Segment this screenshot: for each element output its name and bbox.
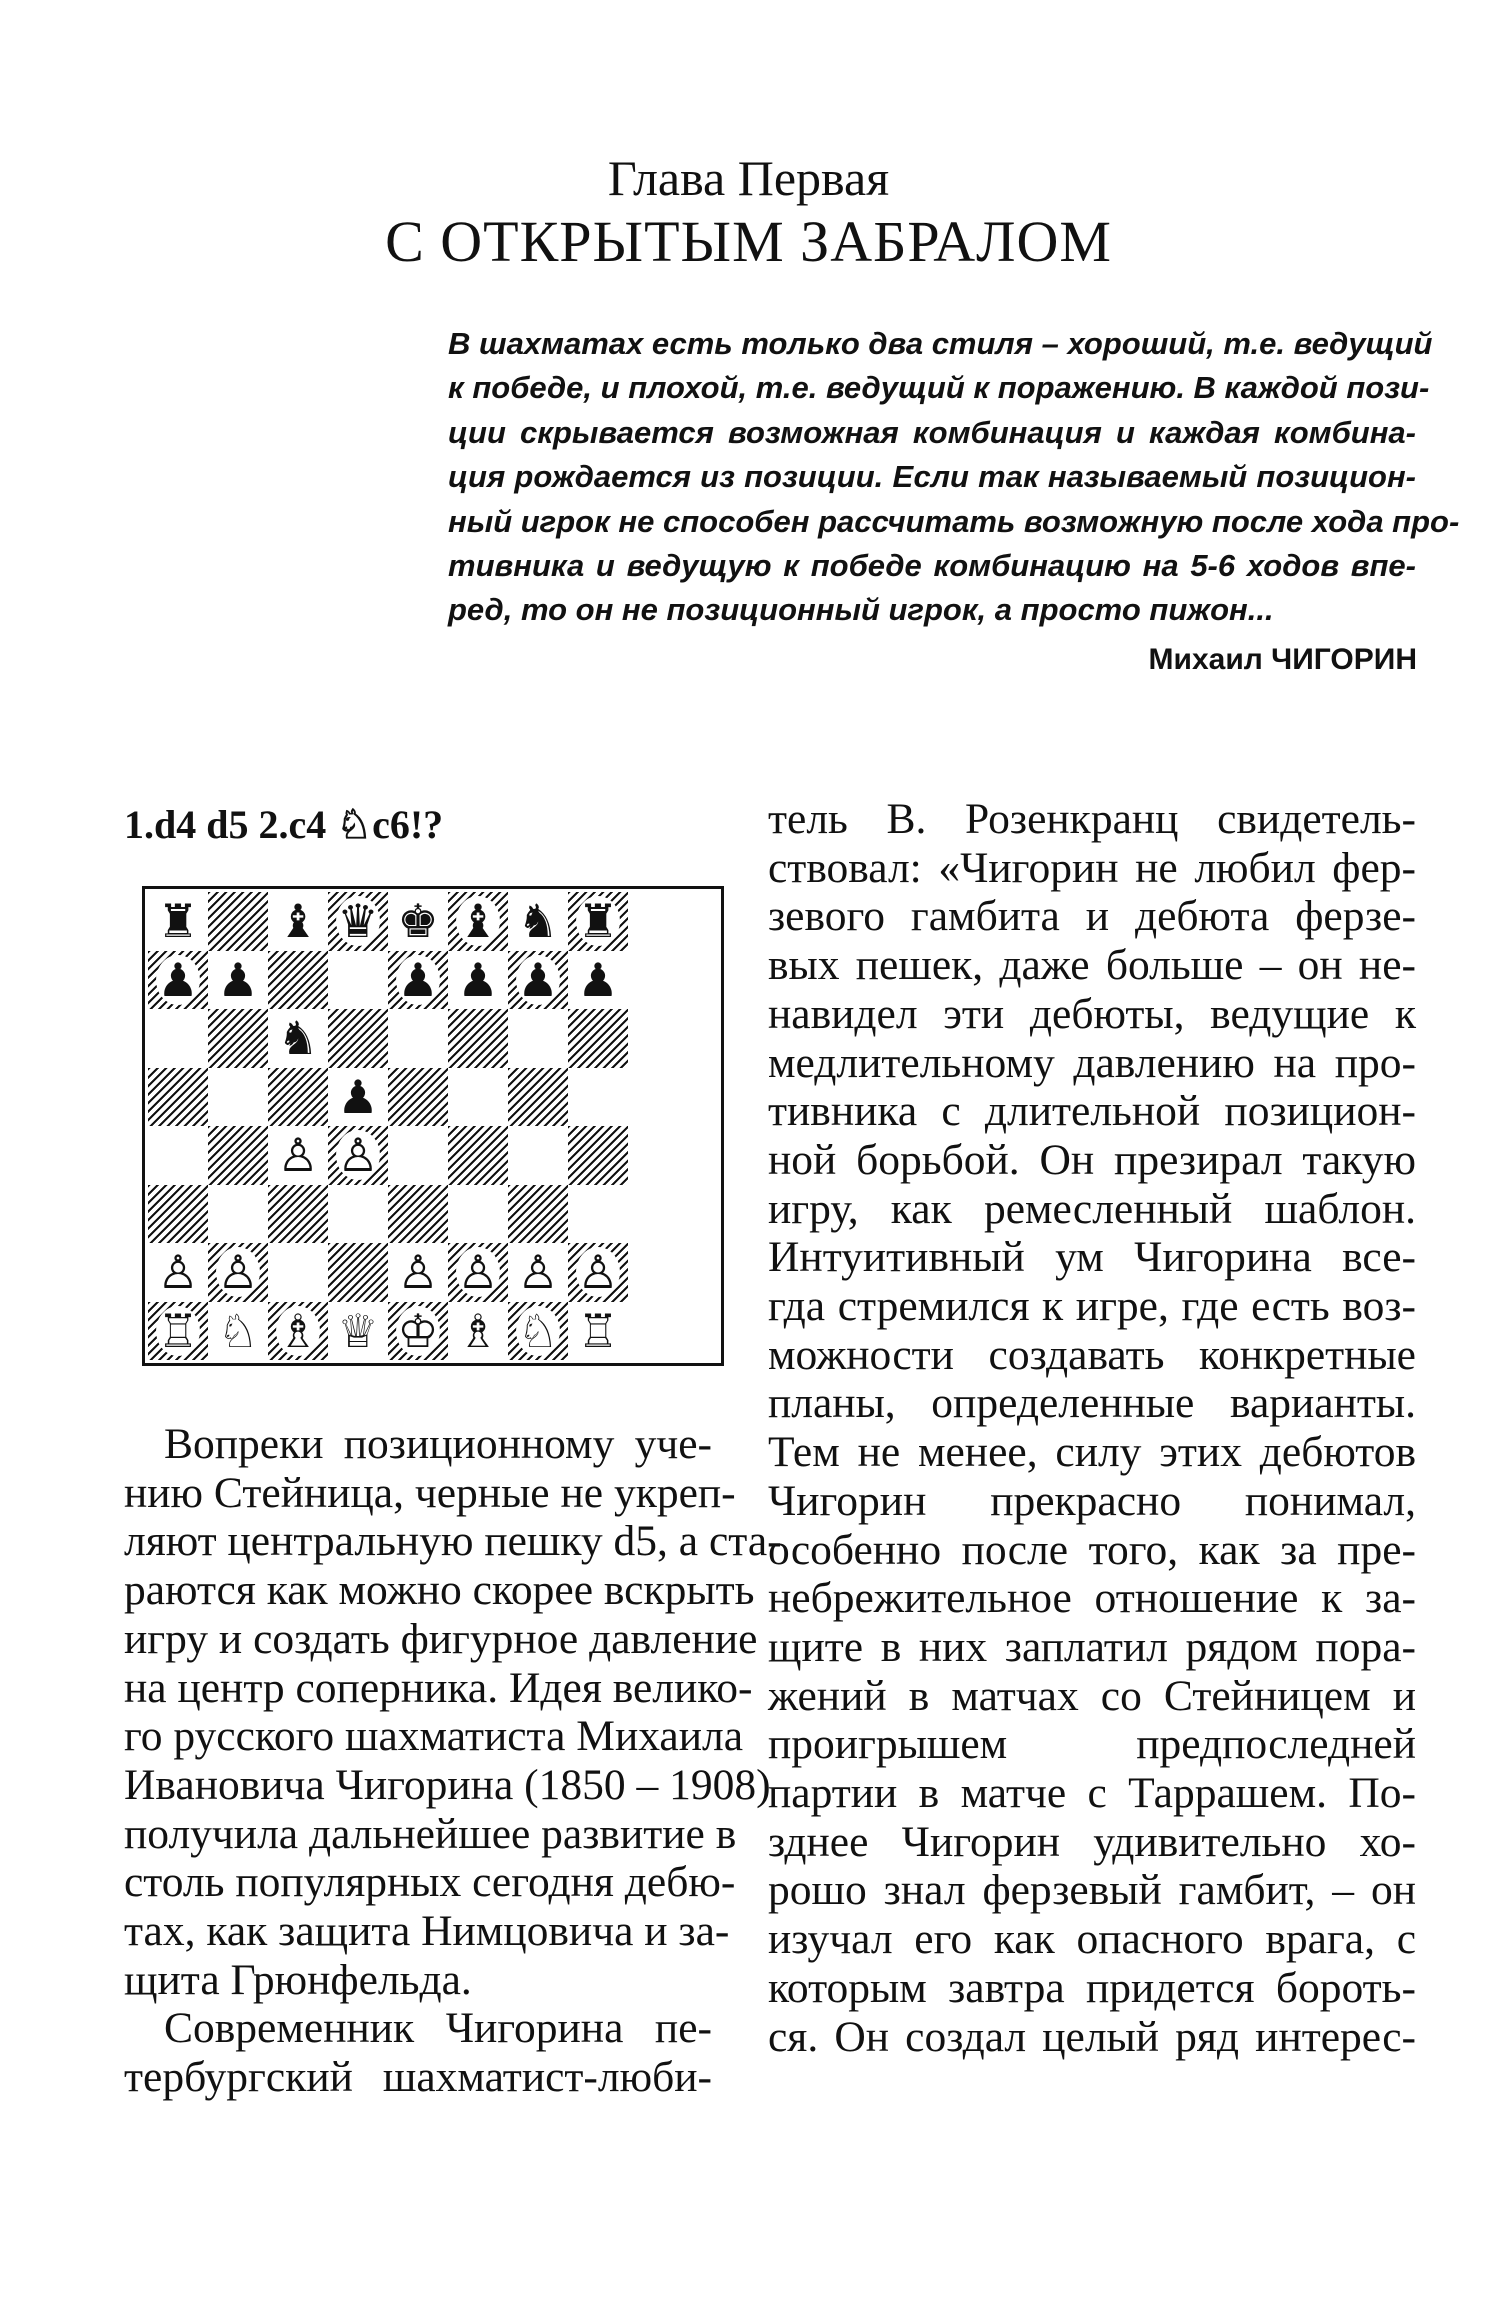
board-square [268, 951, 328, 1010]
white-rook-icon: ♖ [157, 1303, 199, 1358]
board-square [328, 1068, 388, 1127]
text-line: Интуитивный ум Чигорина все- [768, 1233, 1416, 1282]
text-line: Тем не менее, силу этих дебютов [768, 1428, 1416, 1477]
text-line: ной борьбой. Он презирал такую [768, 1135, 1416, 1184]
text-line: медлительному давлению на про- [768, 1038, 1416, 1087]
board-square [448, 951, 508, 1010]
board-square [568, 1009, 628, 1068]
board-square [508, 951, 568, 1010]
board-square [568, 1068, 628, 1127]
board-square [388, 1009, 448, 1068]
text-line: нию Стейница, черные не укреп- [124, 1468, 736, 1517]
board-square [208, 1243, 268, 1302]
text-line: ствовал: «Чигорин не любил фер- [768, 843, 1416, 892]
board-square [208, 892, 268, 951]
board-square [568, 892, 628, 951]
board-square [268, 892, 328, 951]
text-line: ся. Он создал целый ряд интерес- [768, 2012, 1416, 2061]
board-square [448, 1185, 508, 1244]
text-line: столь популярных сегодня дебю- [124, 1858, 736, 1907]
white-rook-icon: ♖ [577, 1303, 619, 1358]
black-pawn-icon: ♟ [517, 952, 559, 1007]
black-pawn-icon: ♟ [217, 952, 259, 1007]
epigraph-line: ред, то он не позиционный игрок, а просто пижон... [448, 592, 1274, 628]
epigraph-author: Михаил ЧИГОРИН [1148, 643, 1417, 676]
board-square [328, 1302, 388, 1361]
chapter-label: Глава Первая [607, 150, 890, 206]
black-knight-icon: ♞ [277, 1011, 319, 1066]
text-line: Ивановича Чигорина (1850 – 1908) [124, 1760, 771, 1809]
white-pawn-icon: ♙ [397, 1245, 439, 1300]
black-rook-icon: ♜ [577, 894, 619, 949]
chess-board [148, 892, 628, 1360]
board-square [328, 892, 388, 951]
text-line: особенно после того, как за пре- [768, 1525, 1416, 1574]
epigraph-line: к победе, и плохой, т.е. ведущий к поражению. В каждой пози- [448, 370, 1430, 406]
black-pawn-icon: ♟ [457, 952, 499, 1007]
board-square [148, 892, 208, 951]
white-pawn-icon: ♙ [517, 1245, 559, 1300]
text-line: ляют центральную пешку d5, а ста- [124, 1517, 782, 1566]
board-square [328, 1185, 388, 1244]
black-bishop-icon: ♝ [277, 894, 319, 949]
white-pawn-icon: ♙ [217, 1245, 259, 1300]
board-square [568, 1243, 628, 1302]
white-knight-icon: ♘ [217, 1303, 259, 1358]
black-pawn-icon: ♟ [157, 952, 199, 1007]
text-line: го русского шахматиста Михаила [124, 1712, 744, 1761]
epigraph-line: тивника и ведущую к победе комбинацию на 5-6 ходов впе- [448, 548, 1416, 584]
board-square [328, 1126, 388, 1185]
board-square [208, 1068, 268, 1127]
board-square [568, 951, 628, 1010]
board-square [328, 1243, 388, 1302]
text-line: тах, как защита Нимцовича и за- [124, 1907, 730, 1956]
board-square [508, 1185, 568, 1244]
board-square [328, 951, 388, 1010]
epigraph-line: ный игрок не способен рассчитать возможную после хода про- [448, 503, 1460, 539]
white-pawn-icon: ♙ [157, 1245, 199, 1300]
left-column-text [124, 1420, 782, 2102]
text-line: тербургский шахматист-люби- [124, 2053, 712, 2102]
black-pawn-icon: ♟ [337, 1069, 379, 1124]
board-square [268, 1185, 328, 1244]
text-line: небрежительное отношение к за- [768, 1574, 1416, 1623]
board-square [148, 1126, 208, 1185]
board-square [448, 1302, 508, 1361]
board-square [448, 1009, 508, 1068]
board-square [388, 1126, 448, 1185]
board-square [388, 1185, 448, 1244]
black-pawn-icon: ♟ [397, 952, 439, 1007]
board-square [208, 1185, 268, 1244]
board-square [508, 1009, 568, 1068]
text-line: изучал его как опасного врага, с [768, 1915, 1416, 1964]
text-line: зднее Чигорин удивительно хо- [768, 1817, 1416, 1866]
board-square [388, 1302, 448, 1361]
right-column-text [768, 795, 1416, 2061]
board-square [268, 1068, 328, 1127]
board-square [508, 1243, 568, 1302]
board-square [148, 1185, 208, 1244]
board-square [448, 892, 508, 951]
text-line: которым завтра придется бороть- [768, 1963, 1416, 2012]
board-square [208, 951, 268, 1010]
board-square [148, 1009, 208, 1068]
board-square [448, 1126, 508, 1185]
board-square [568, 1185, 628, 1244]
text-line: щита Грюнфельда. [124, 1955, 472, 2004]
text-line: жений в матчах со Стейницем и [768, 1671, 1416, 1720]
text-line: тель В. Розенкранц свидетель- [768, 795, 1416, 843]
text-line: зевого гамбита и дебюта ферзе- [768, 892, 1416, 941]
board-square [208, 1302, 268, 1361]
text-line: получила дальнейшее развитие в [124, 1809, 737, 1858]
text-line: навидел эти дебюты, ведущие к [768, 989, 1416, 1038]
text-line: рошо знал ферзевый гамбит, – он [768, 1866, 1416, 1915]
board-square [148, 1243, 208, 1302]
text-line: Современник Чигорина пе- [164, 2004, 712, 2053]
text-line: щите в них заплатил рядом пора- [768, 1622, 1416, 1671]
text-line: вых пешек, даже больше – он не- [768, 941, 1416, 990]
black-king-icon: ♚ [397, 894, 439, 949]
white-queen-icon: ♕ [337, 1303, 379, 1358]
move-notation: 1.d4 d5 2.c4 ♘c6!? [124, 802, 444, 847]
board-square [268, 1243, 328, 1302]
epigraph-line: ция рождается из позиции. Если так называемый позицион- [448, 459, 1416, 495]
chapter-title: С ОТКРЫТЫМ ЗАБРАЛОМ [385, 209, 1112, 274]
epigraph [448, 322, 1460, 633]
board-square [448, 1068, 508, 1127]
board-square [388, 951, 448, 1010]
board-square [448, 1243, 508, 1302]
black-knight-icon: ♞ [517, 894, 559, 949]
white-pawn-icon: ♙ [577, 1245, 619, 1300]
board-square [148, 1302, 208, 1361]
white-king-icon: ♔ [397, 1303, 439, 1358]
board-square [508, 1302, 568, 1361]
board-square [208, 1009, 268, 1068]
board-square [388, 1243, 448, 1302]
board-square [328, 1009, 388, 1068]
board-square [388, 892, 448, 951]
board-square [568, 1302, 628, 1361]
text-line: раются как можно скорее вскрыть [124, 1566, 755, 1615]
board-square [148, 1068, 208, 1127]
text-line: Чигорин прекрасно понимал, [768, 1476, 1416, 1525]
white-bishop-icon: ♗ [457, 1303, 499, 1358]
epigraph-line: ции скрывается возможная комбинация и каждая комбина- [448, 414, 1416, 450]
board-square [268, 1126, 328, 1185]
white-bishop-icon: ♗ [277, 1303, 319, 1358]
white-pawn-icon: ♙ [457, 1245, 499, 1300]
text-line: игру и создать фигурное давление [124, 1614, 758, 1663]
board-square [208, 1126, 268, 1185]
white-knight-icon: ♘ [517, 1303, 559, 1358]
board-square [148, 951, 208, 1010]
black-rook-icon: ♜ [157, 894, 199, 949]
text-line: игру, как ремесленный шаблон. [768, 1184, 1416, 1233]
text-line: на центр соперника. Идея велико- [124, 1663, 753, 1712]
board-square [508, 1068, 568, 1127]
board-square [268, 1009, 328, 1068]
white-pawn-icon: ♙ [337, 1128, 379, 1183]
board-square [508, 892, 568, 951]
text-line: партии в матче с Таррашем. По- [768, 1769, 1416, 1818]
white-pawn-icon: ♙ [277, 1128, 319, 1183]
text-line: гда стремился к игре, где есть воз- [768, 1282, 1416, 1331]
epigraph-line: В шахматах есть только два стиля – хороший, т.е. ведущий [448, 326, 1433, 361]
text-line: Вопреки позиционному уче- [164, 1420, 712, 1468]
text-line: планы, определенные варианты. [768, 1379, 1416, 1428]
text-line: можности создавать конкретные [768, 1330, 1416, 1379]
black-bishop-icon: ♝ [457, 894, 499, 949]
board-square [268, 1302, 328, 1361]
text-line: тивника с длительной позицион- [768, 1087, 1416, 1136]
board-square [388, 1068, 448, 1127]
black-pawn-icon: ♟ [577, 952, 619, 1007]
board-square [568, 1126, 628, 1185]
black-queen-icon: ♛ [337, 894, 379, 949]
text-line: проигрышем предпоследней [768, 1720, 1416, 1769]
board-square [508, 1126, 568, 1185]
